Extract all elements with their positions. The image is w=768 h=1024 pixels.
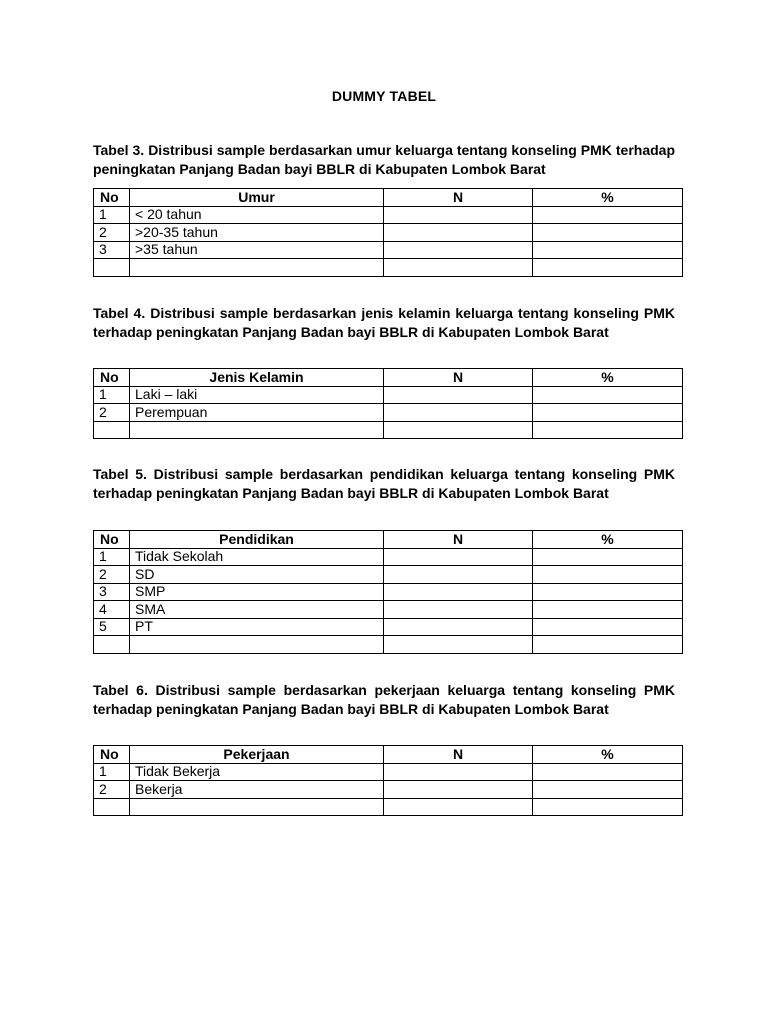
table-row [94,206,683,224]
table-cell: 1 [94,206,130,224]
table-cell [384,404,533,422]
table-cell [130,636,384,654]
table-caption: Tabel 4. Distribusi sample berdasarkan jenis kelamin keluarga tentang konseling PMK terhadap peningkatan Panjang Badan bayi BBLR di Kabupaten Lombok Barat [93,305,675,340]
table-cell [384,636,533,654]
table-cell: 1 [94,548,130,566]
column-header: N [384,531,533,549]
table-header-row [94,531,683,549]
table-cell: 1 [94,386,130,404]
table-cell [533,421,683,439]
table-row [94,259,683,277]
table-row [94,404,683,422]
column-header: % [533,746,683,764]
table-pekerjaan [93,745,683,816]
table-cell [384,583,533,601]
table-cell [384,206,533,224]
table-row [94,583,683,601]
table-caption: Tabel 3. Distribusi sample berdasarkan umur keluarga tentang konseling PMK terhadap peningkatan Panjang Badan bayi BBLR di Kabupaten Lombok Barat [93,142,675,177]
table-cell [533,241,683,259]
table-row [94,618,683,636]
table-row [94,548,683,566]
table-cell [533,601,683,619]
table-cell: 2 [94,224,130,242]
table-cell [130,798,384,816]
table-cell [384,781,533,799]
table-cell: 2 [94,781,130,799]
table-cell [533,548,683,566]
table-cell: Perempuan [130,404,384,422]
table-cell [533,206,683,224]
table-header-row [94,369,683,387]
column-header: N [384,189,533,207]
table-cell [533,259,683,277]
table-cell [130,259,384,277]
table-cell: 4 [94,601,130,619]
table-cell [384,548,533,566]
table-header-row [94,189,683,207]
table-cell: >35 tahun [130,241,384,259]
table-cell [533,798,683,816]
table-cell [384,601,533,619]
column-header: No [94,189,130,207]
table-row [94,781,683,799]
table-row [94,224,683,242]
table-cell [533,404,683,422]
table-cell: 2 [94,404,130,422]
table-cell [533,583,683,601]
table-cell [94,421,130,439]
table-caption: Tabel 6. Distribusi sample berdasarkan pekerjaan keluarga tentang konseling PMK terhadap peningkatan Panjang Badan bayi BBLR di Kabupaten Lombok Barat [93,682,675,717]
table-cell: Bekerja [130,781,384,799]
table-cell [384,241,533,259]
table-cell: 2 [94,566,130,584]
table-row [94,566,683,584]
table-cell [533,636,683,654]
table-cell [533,224,683,242]
table-caption: Tabel 5. Distribusi sample berdasarkan pendidikan keluarga tentang konseling PMK terhadap peningkatan Panjang Badan bayi BBLR di Kabupaten Lombok Barat [93,466,675,501]
table-cell: 3 [94,241,130,259]
table-cell [533,763,683,781]
column-header: Pendidikan [130,531,384,549]
column-header: % [533,189,683,207]
table-cell [94,636,130,654]
table-cell [533,618,683,636]
table-cell [384,798,533,816]
table-cell [533,566,683,584]
table-cell: Tidak Bekerja [130,763,384,781]
table-cell: SD [130,566,384,584]
column-header: Umur [130,189,384,207]
column-header: Pekerjaan [130,746,384,764]
table-cell [130,421,384,439]
table-row [94,241,683,259]
table-cell [384,224,533,242]
table-cell [94,798,130,816]
table-cell [384,566,533,584]
column-header: Jenis Kelamin [130,369,384,387]
table-row [94,421,683,439]
table-cell [533,781,683,799]
table-cell [384,259,533,277]
table-row [94,798,683,816]
table-cell [94,259,130,277]
table-row [94,763,683,781]
table-row [94,386,683,404]
table-row [94,636,683,654]
table-cell [384,421,533,439]
table-cell: 5 [94,618,130,636]
column-header: No [94,369,130,387]
table-cell: Tidak Sekolah [130,548,384,566]
table-cell: SMP [130,583,384,601]
column-header: N [384,369,533,387]
table-cell: 1 [94,763,130,781]
table-cell: 3 [94,583,130,601]
table-cell [384,763,533,781]
column-header: % [533,369,683,387]
column-header: % [533,531,683,549]
table-cell [533,386,683,404]
table-cell [384,386,533,404]
column-header: No [94,746,130,764]
table-cell: SMA [130,601,384,619]
table-header-row [94,746,683,764]
column-header: N [384,746,533,764]
table-umur [93,188,683,277]
table-cell: >20-35 tahun [130,224,384,242]
table-cell: Laki – laki [130,386,384,404]
table-cell: PT [130,618,384,636]
column-header: No [94,531,130,549]
table-cell: < 20 tahun [130,206,384,224]
table-cell [384,618,533,636]
table-row [94,601,683,619]
page-title: DUMMY TABEL [331,88,437,104]
table-jenis-kelamin [93,368,683,439]
table-pendidikan [93,530,683,654]
